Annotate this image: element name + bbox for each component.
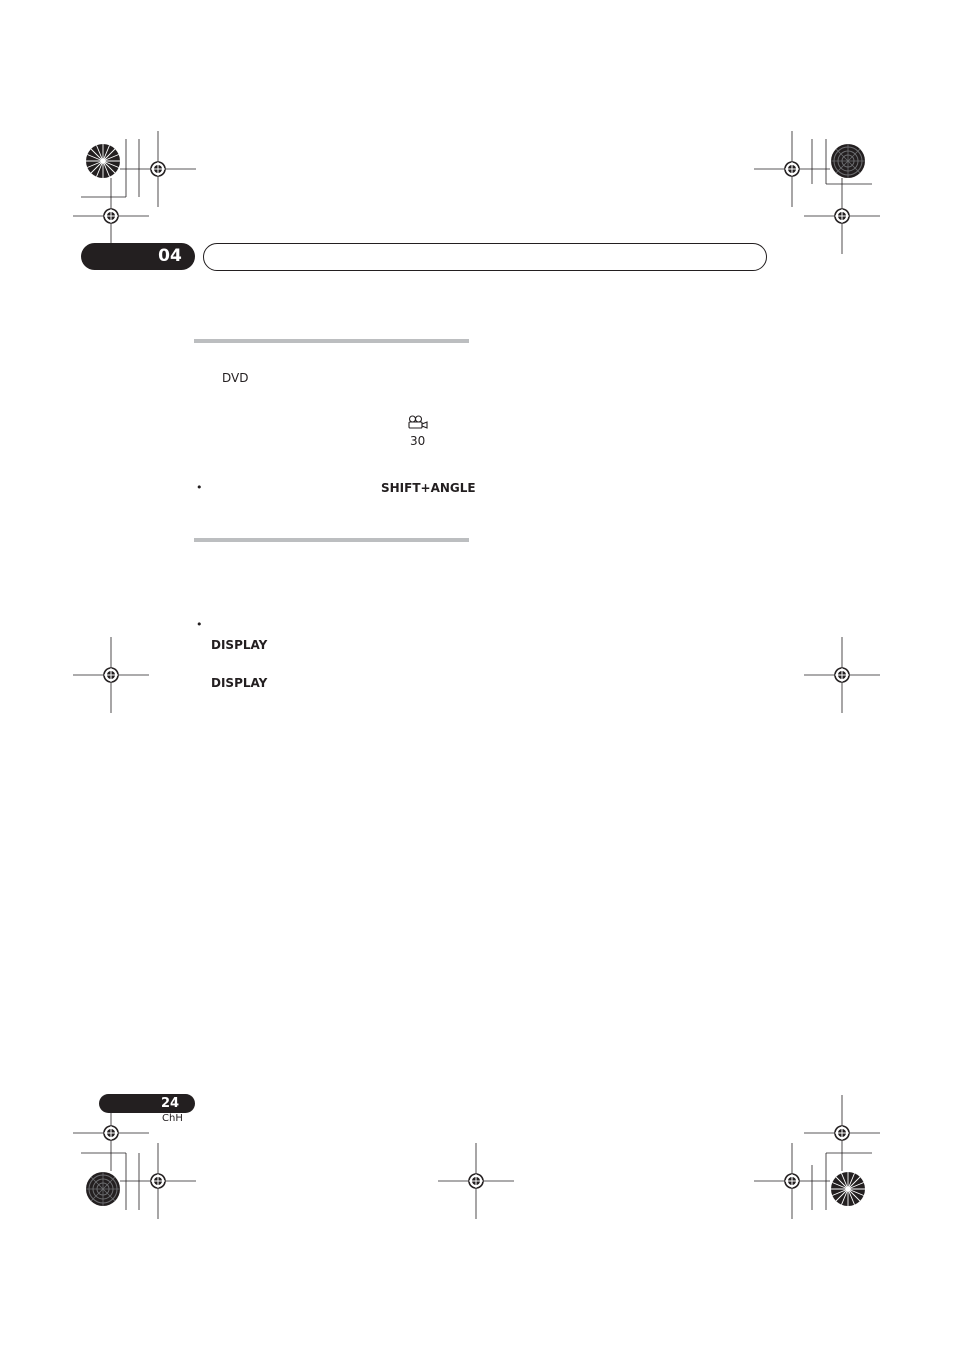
section-rule-angle: [194, 339, 469, 343]
language-code: ChH: [162, 1113, 183, 1124]
section-rule-display: [194, 538, 469, 542]
camera-angle-icon: [408, 415, 428, 429]
chapter-number: 04: [158, 246, 182, 266]
display-button-label-2: DISPLAY: [211, 676, 268, 690]
bullet-angle: •: [196, 481, 203, 494]
shift-angle-button-label: SHIFT+ANGLE: [381, 481, 476, 495]
bullet-display: •: [196, 618, 203, 631]
disc-type-label: DVD: [222, 371, 249, 385]
chapter-title-box: [203, 243, 767, 271]
angle-icon-caption: 30: [410, 434, 426, 448]
display-button-label-1: DISPLAY: [211, 638, 268, 652]
page-number: 24: [160, 1096, 180, 1111]
